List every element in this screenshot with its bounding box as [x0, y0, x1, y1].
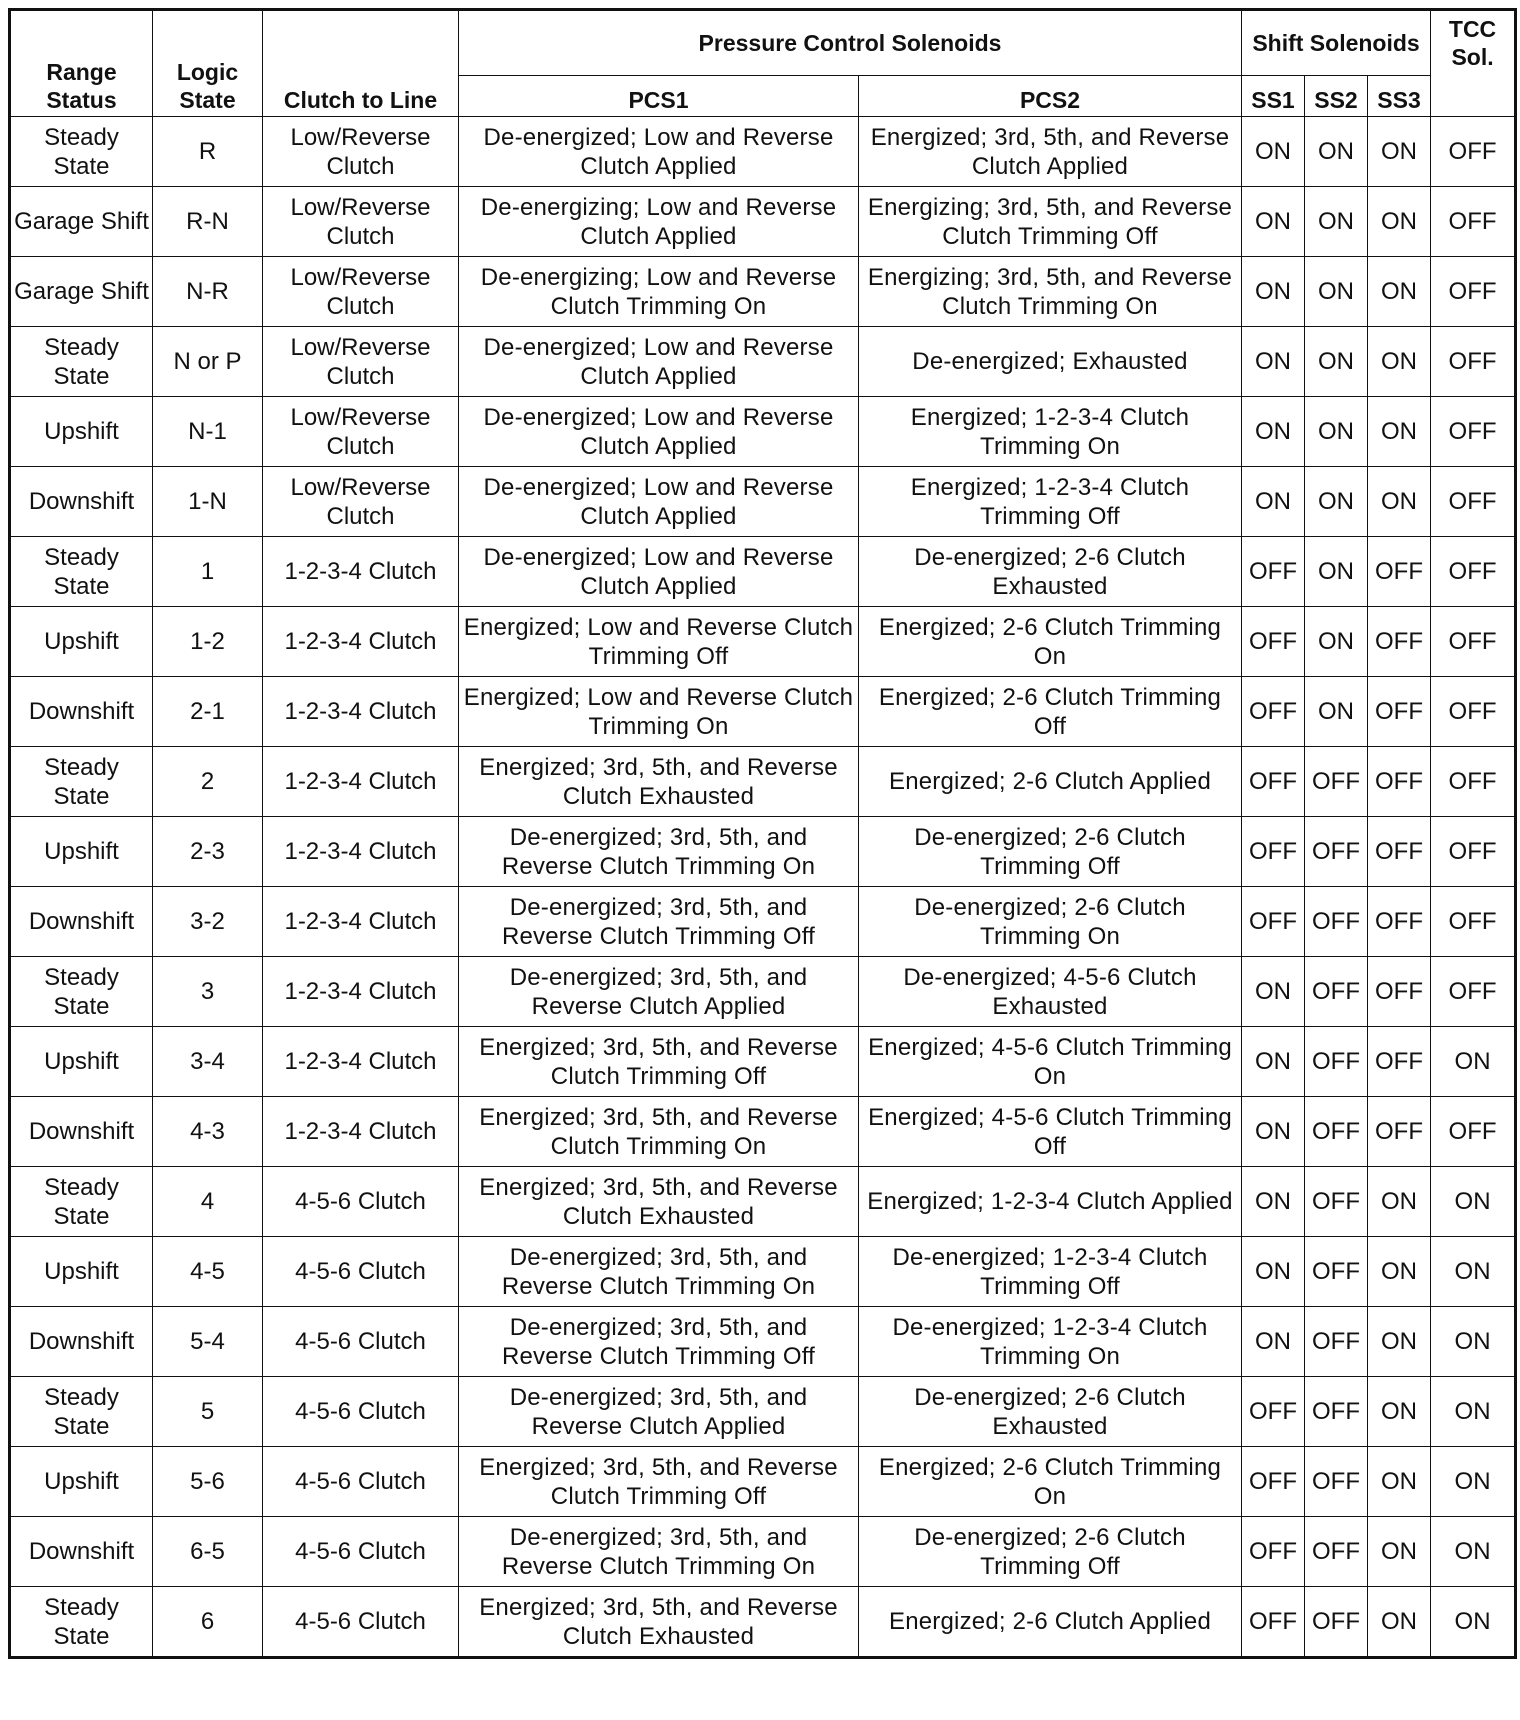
cell-logic-state: N or P [153, 327, 263, 397]
table-row [10, 607, 1516, 677]
cell-ss1: OFF [1242, 747, 1305, 817]
cell-pcs1: Energized; 3rd, 5th, and Reverse Clutch Trimming Off [459, 1447, 859, 1517]
cell-logic-state: 3-4 [153, 1027, 263, 1097]
cell-tcc: OFF [1431, 817, 1516, 887]
header-pcs1: PCS1 [459, 76, 859, 117]
cell-ss3: ON [1368, 467, 1431, 537]
cell-tcc: ON [1431, 1447, 1516, 1517]
cell-pcs1: Energized; 3rd, 5th, and Reverse Clutch Trimming Off [459, 1027, 859, 1097]
cell-range-status: Steady State [10, 747, 153, 817]
cell-tcc: OFF [1431, 957, 1516, 1027]
table-row [10, 1517, 1516, 1587]
cell-logic-state: 5 [153, 1377, 263, 1447]
cell-ss1: OFF [1242, 607, 1305, 677]
header-ss2: SS2 [1305, 76, 1368, 117]
table-row [10, 117, 1516, 187]
cell-ss2: OFF [1305, 887, 1368, 957]
cell-ss2: OFF [1305, 1027, 1368, 1097]
cell-pcs1: Energized; Low and Reverse Clutch Trimming Off [459, 607, 859, 677]
cell-clutch-to-line: 4-5-6 Clutch [263, 1237, 459, 1307]
cell-range-status: Steady State [10, 1377, 153, 1447]
cell-clutch-to-line: 1-2-3-4 Clutch [263, 957, 459, 1027]
cell-ss2: ON [1305, 187, 1368, 257]
cell-pcs2: Energized; 1-2-3-4 Clutch Trimming Off [859, 467, 1242, 537]
cell-ss1: ON [1242, 1307, 1305, 1377]
cell-ss2: ON [1305, 467, 1368, 537]
cell-pcs2: De-energized; 1-2-3-4 Clutch Trimming Off [859, 1237, 1242, 1307]
cell-ss3: OFF [1368, 747, 1431, 817]
cell-pcs2: Energized; 2-6 Clutch Applied [859, 1587, 1242, 1658]
cell-range-status: Upshift [10, 817, 153, 887]
cell-range-status: Steady State [10, 117, 153, 187]
cell-ss1: ON [1242, 1097, 1305, 1167]
cell-pcs1: De-energized; 3rd, 5th, and Reverse Clutch Applied [459, 1377, 859, 1447]
cell-ss2: ON [1305, 117, 1368, 187]
cell-logic-state: 6-5 [153, 1517, 263, 1587]
cell-range-status: Upshift [10, 607, 153, 677]
cell-ss1: ON [1242, 1237, 1305, 1307]
cell-logic-state: 4 [153, 1167, 263, 1237]
cell-logic-state: 2-1 [153, 677, 263, 747]
cell-range-status: Steady State [10, 537, 153, 607]
cell-tcc: ON [1431, 1587, 1516, 1658]
cell-range-status: Steady State [10, 957, 153, 1027]
cell-tcc: OFF [1431, 887, 1516, 957]
cell-ss3: ON [1368, 1517, 1431, 1587]
cell-pcs2: De-energized; 2-6 Clutch Trimming Off [859, 817, 1242, 887]
cell-clutch-to-line: Low/Reverse Clutch [263, 117, 459, 187]
cell-pcs2: Energized; 2-6 Clutch Applied [859, 747, 1242, 817]
cell-ss1: OFF [1242, 1377, 1305, 1447]
table-row [10, 1097, 1516, 1167]
cell-range-status: Downshift [10, 467, 153, 537]
table-row [10, 747, 1516, 817]
table-row [10, 1587, 1516, 1658]
header-shift-solenoids: Shift Solenoids [1242, 10, 1431, 76]
cell-ss3: ON [1368, 187, 1431, 257]
cell-logic-state: 6 [153, 1587, 263, 1658]
cell-logic-state: 3 [153, 957, 263, 1027]
cell-pcs2: Energized; 2-6 Clutch Trimming On [859, 1447, 1242, 1517]
cell-pcs1: De-energized; Low and Reverse Clutch Applied [459, 537, 859, 607]
cell-pcs1: De-energizing; Low and Reverse Clutch Applied [459, 187, 859, 257]
table-row [10, 187, 1516, 257]
cell-tcc: ON [1431, 1307, 1516, 1377]
table-row [10, 537, 1516, 607]
cell-pcs2: De-energized; 1-2-3-4 Clutch Trimming On [859, 1307, 1242, 1377]
cell-ss1: OFF [1242, 537, 1305, 607]
table-body [10, 117, 1516, 1658]
cell-pcs2: Energized; 2-6 Clutch Trimming Off [859, 677, 1242, 747]
cell-ss2: OFF [1305, 747, 1368, 817]
header-pressure-control-solenoids: Pressure Control Solenoids [459, 10, 1242, 76]
cell-ss2: OFF [1305, 1167, 1368, 1237]
cell-clutch-to-line: 1-2-3-4 Clutch [263, 1097, 459, 1167]
cell-clutch-to-line: 4-5-6 Clutch [263, 1587, 459, 1658]
cell-ss2: ON [1305, 607, 1368, 677]
cell-ss1: ON [1242, 187, 1305, 257]
cell-pcs2: De-energized; 2-6 Clutch Exhausted [859, 1377, 1242, 1447]
cell-clutch-to-line: 1-2-3-4 Clutch [263, 1027, 459, 1097]
cell-pcs1: De-energized; Low and Reverse Clutch Applied [459, 117, 859, 187]
header-tcc-sol: TCC Sol. [1431, 10, 1516, 117]
cell-logic-state: R [153, 117, 263, 187]
cell-tcc: OFF [1431, 397, 1516, 467]
cell-ss2: OFF [1305, 957, 1368, 1027]
cell-logic-state: 3-2 [153, 887, 263, 957]
cell-clutch-to-line: 4-5-6 Clutch [263, 1167, 459, 1237]
cell-ss1: ON [1242, 957, 1305, 1027]
cell-pcs1: De-energized; Low and Reverse Clutch Applied [459, 397, 859, 467]
cell-pcs2: Energized; 2-6 Clutch Trimming On [859, 607, 1242, 677]
cell-ss2: ON [1305, 537, 1368, 607]
cell-ss1: OFF [1242, 1517, 1305, 1587]
cell-ss1: OFF [1242, 1447, 1305, 1517]
cell-pcs2: De-energized; 2-6 Clutch Trimming On [859, 887, 1242, 957]
cell-ss2: OFF [1305, 1307, 1368, 1377]
cell-clutch-to-line: 1-2-3-4 Clutch [263, 607, 459, 677]
cell-pcs1: Energized; 3rd, 5th, and Reverse Clutch Exhausted [459, 747, 859, 817]
header-ss1: SS1 [1242, 76, 1305, 117]
cell-logic-state: 4-5 [153, 1237, 263, 1307]
cell-pcs2: De-energized; Exhausted [859, 327, 1242, 397]
cell-pcs1: De-energized; Low and Reverse Clutch Applied [459, 467, 859, 537]
cell-ss3: ON [1368, 397, 1431, 467]
cell-pcs1: De-energized; 3rd, 5th, and Reverse Clutch Trimming Off [459, 1307, 859, 1377]
cell-ss3: ON [1368, 1377, 1431, 1447]
cell-range-status: Upshift [10, 1447, 153, 1517]
cell-range-status: Upshift [10, 397, 153, 467]
cell-ss1: ON [1242, 117, 1305, 187]
cell-ss3: ON [1368, 327, 1431, 397]
table-row [10, 957, 1516, 1027]
cell-clutch-to-line: 4-5-6 Clutch [263, 1307, 459, 1377]
cell-tcc: OFF [1431, 187, 1516, 257]
cell-tcc: OFF [1431, 747, 1516, 817]
cell-ss3: ON [1368, 1307, 1431, 1377]
cell-range-status: Garage Shift [10, 187, 153, 257]
cell-pcs2: De-energized; 2-6 Clutch Trimming Off [859, 1517, 1242, 1587]
table-row [10, 467, 1516, 537]
cell-ss1: ON [1242, 1167, 1305, 1237]
cell-ss3: ON [1368, 1447, 1431, 1517]
cell-ss2: OFF [1305, 1237, 1368, 1307]
cell-ss2: OFF [1305, 1587, 1368, 1658]
table-row [10, 397, 1516, 467]
cell-range-status: Upshift [10, 1237, 153, 1307]
cell-logic-state: N-1 [153, 397, 263, 467]
cell-ss3: OFF [1368, 607, 1431, 677]
table-row [10, 327, 1516, 397]
cell-clutch-to-line: 1-2-3-4 Clutch [263, 887, 459, 957]
cell-ss3: OFF [1368, 887, 1431, 957]
cell-pcs2: Energizing; 3rd, 5th, and Reverse Clutch Trimming On [859, 257, 1242, 327]
cell-ss3: OFF [1368, 957, 1431, 1027]
cell-clutch-to-line: Low/Reverse Clutch [263, 397, 459, 467]
table-row [10, 1377, 1516, 1447]
cell-ss2: ON [1305, 257, 1368, 327]
cell-pcs2: De-energized; 2-6 Clutch Exhausted [859, 537, 1242, 607]
cell-tcc: OFF [1431, 257, 1516, 327]
cell-ss3: OFF [1368, 1027, 1431, 1097]
cell-range-status: Steady State [10, 1167, 153, 1237]
table-row [10, 677, 1516, 747]
table-row [10, 1237, 1516, 1307]
cell-pcs1: Energized; 3rd, 5th, and Reverse Clutch Exhausted [459, 1167, 859, 1237]
cell-tcc: ON [1431, 1167, 1516, 1237]
cell-pcs2: Energized; 4-5-6 Clutch Trimming On [859, 1027, 1242, 1097]
cell-pcs1: Energized; 3rd, 5th, and Reverse Clutch Exhausted [459, 1587, 859, 1658]
cell-pcs1: De-energized; Low and Reverse Clutch Applied [459, 327, 859, 397]
cell-range-status: Garage Shift [10, 257, 153, 327]
cell-ss1: ON [1242, 1027, 1305, 1097]
cell-tcc: ON [1431, 1377, 1516, 1447]
cell-pcs2: Energized; 3rd, 5th, and Reverse Clutch Applied [859, 117, 1242, 187]
cell-ss3: ON [1368, 117, 1431, 187]
header-ss3: SS3 [1368, 76, 1431, 117]
cell-ss2: ON [1305, 397, 1368, 467]
cell-ss3: ON [1368, 257, 1431, 327]
cell-tcc: OFF [1431, 327, 1516, 397]
cell-pcs1: Energized; Low and Reverse Clutch Trimming On [459, 677, 859, 747]
cell-pcs2: Energized; 1-2-3-4 Clutch Applied [859, 1167, 1242, 1237]
cell-tcc: OFF [1431, 1097, 1516, 1167]
cell-logic-state: N-R [153, 257, 263, 327]
cell-pcs1: De-energized; 3rd, 5th, and Reverse Clutch Trimming On [459, 817, 859, 887]
header-range-status: Range Status [10, 10, 153, 117]
cell-range-status: Upshift [10, 1027, 153, 1097]
cell-clutch-to-line: 4-5-6 Clutch [263, 1377, 459, 1447]
cell-ss1: OFF [1242, 887, 1305, 957]
cell-clutch-to-line: Low/Reverse Clutch [263, 327, 459, 397]
cell-pcs2: Energized; 1-2-3-4 Clutch Trimming On [859, 397, 1242, 467]
cell-ss2: OFF [1305, 817, 1368, 887]
cell-pcs1: De-energized; 3rd, 5th, and Reverse Clutch Trimming On [459, 1517, 859, 1587]
cell-ss2: ON [1305, 327, 1368, 397]
cell-ss1: OFF [1242, 677, 1305, 747]
header-logic-state: Logic State [153, 10, 263, 117]
cell-pcs1: De-energized; 3rd, 5th, and Reverse Clutch Trimming Off [459, 887, 859, 957]
table-row [10, 1307, 1516, 1377]
cell-pcs1: De-energized; 3rd, 5th, and Reverse Clutch Applied [459, 957, 859, 1027]
cell-ss1: OFF [1242, 817, 1305, 887]
cell-pcs2: Energizing; 3rd, 5th, and Reverse Clutch Trimming Off [859, 187, 1242, 257]
cell-logic-state: R-N [153, 187, 263, 257]
cell-ss2: OFF [1305, 1447, 1368, 1517]
cell-logic-state: 1-2 [153, 607, 263, 677]
cell-ss2: OFF [1305, 1097, 1368, 1167]
cell-ss2: OFF [1305, 1517, 1368, 1587]
header-clutch-to-line: Clutch to Line [263, 10, 459, 117]
table-row [10, 817, 1516, 887]
cell-clutch-to-line: 4-5-6 Clutch [263, 1517, 459, 1587]
cell-tcc: ON [1431, 1027, 1516, 1097]
cell-ss3: OFF [1368, 1097, 1431, 1167]
table-row [10, 887, 1516, 957]
cell-clutch-to-line: 1-2-3-4 Clutch [263, 747, 459, 817]
cell-clutch-to-line: 4-5-6 Clutch [263, 1447, 459, 1517]
table-row [10, 1447, 1516, 1517]
cell-tcc: OFF [1431, 467, 1516, 537]
cell-pcs1: De-energizing; Low and Reverse Clutch Trimming On [459, 257, 859, 327]
cell-clutch-to-line: 1-2-3-4 Clutch [263, 677, 459, 747]
cell-logic-state: 5-4 [153, 1307, 263, 1377]
cell-range-status: Downshift [10, 1097, 153, 1167]
cell-ss3: ON [1368, 1587, 1431, 1658]
cell-ss3: OFF [1368, 537, 1431, 607]
cell-logic-state: 1-N [153, 467, 263, 537]
cell-logic-state: 2 [153, 747, 263, 817]
cell-logic-state: 4-3 [153, 1097, 263, 1167]
cell-ss1: ON [1242, 467, 1305, 537]
cell-clutch-to-line: 1-2-3-4 Clutch [263, 537, 459, 607]
cell-range-status: Downshift [10, 677, 153, 747]
cell-ss3: ON [1368, 1237, 1431, 1307]
cell-ss3: OFF [1368, 817, 1431, 887]
cell-clutch-to-line: Low/Reverse Clutch [263, 257, 459, 327]
cell-ss1: OFF [1242, 1587, 1305, 1658]
cell-ss3: OFF [1368, 677, 1431, 747]
cell-pcs2: De-energized; 4-5-6 Clutch Exhausted [859, 957, 1242, 1027]
cell-ss2: OFF [1305, 1377, 1368, 1447]
cell-logic-state: 5-6 [153, 1447, 263, 1517]
cell-range-status: Downshift [10, 887, 153, 957]
solenoid-state-table [8, 8, 1517, 1659]
cell-ss2: ON [1305, 677, 1368, 747]
cell-tcc: OFF [1431, 677, 1516, 747]
cell-pcs1: De-energized; 3rd, 5th, and Reverse Clutch Trimming On [459, 1237, 859, 1307]
table-row [10, 257, 1516, 327]
cell-range-status: Steady State [10, 1587, 153, 1658]
cell-tcc: ON [1431, 1237, 1516, 1307]
cell-logic-state: 2-3 [153, 817, 263, 887]
cell-logic-state: 1 [153, 537, 263, 607]
cell-ss3: ON [1368, 1167, 1431, 1237]
cell-range-status: Downshift [10, 1517, 153, 1587]
cell-ss1: ON [1242, 327, 1305, 397]
cell-tcc: ON [1431, 1517, 1516, 1587]
cell-clutch-to-line: Low/Reverse Clutch [263, 187, 459, 257]
table-header [10, 10, 1516, 117]
cell-pcs1: Energized; 3rd, 5th, and Reverse Clutch Trimming On [459, 1097, 859, 1167]
cell-tcc: OFF [1431, 537, 1516, 607]
cell-range-status: Downshift [10, 1307, 153, 1377]
cell-pcs2: Energized; 4-5-6 Clutch Trimming Off [859, 1097, 1242, 1167]
cell-ss1: ON [1242, 257, 1305, 327]
cell-clutch-to-line: 1-2-3-4 Clutch [263, 817, 459, 887]
cell-ss1: ON [1242, 397, 1305, 467]
cell-tcc: OFF [1431, 117, 1516, 187]
header-pcs2: PCS2 [859, 76, 1242, 117]
table-row [10, 1027, 1516, 1097]
cell-clutch-to-line: Low/Reverse Clutch [263, 467, 459, 537]
cell-tcc: OFF [1431, 607, 1516, 677]
table-row [10, 1167, 1516, 1237]
cell-range-status: Steady State [10, 327, 153, 397]
